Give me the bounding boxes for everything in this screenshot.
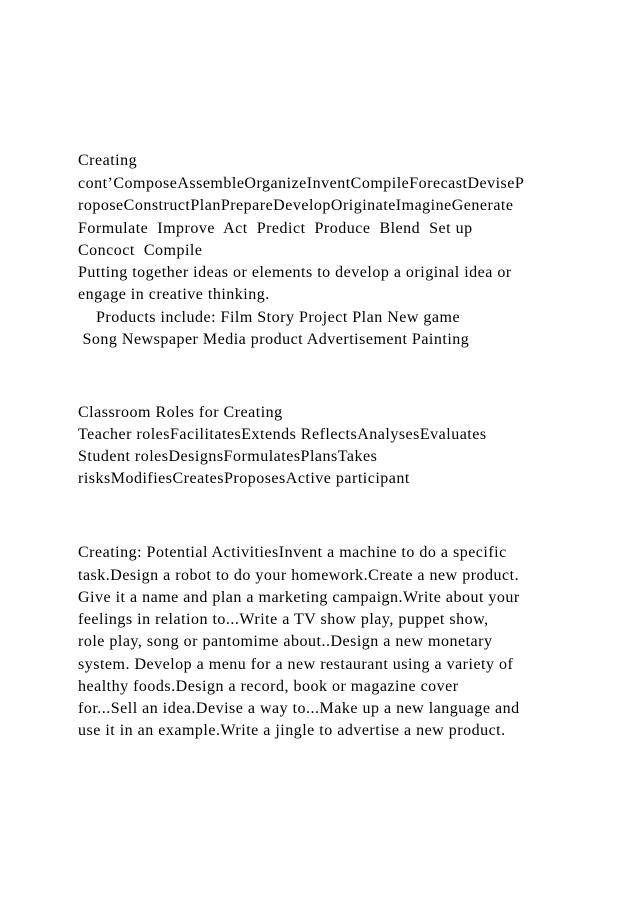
text-line: for...Sell an idea.Devise a way to...Make up a new language and <box>78 700 520 717</box>
text-line: risksModifiesCreatesProposesActive participant <box>78 470 410 487</box>
text-line: Give it a name and plan a marketing campaign.Write about your <box>78 589 520 606</box>
text-line: Putting together ideas or elements to develop a original idea or <box>78 264 512 281</box>
text-line: Products include: Film Story Project Plan New game <box>78 309 461 326</box>
text-line: use it in an example.Write a jingle to advertise a new product. <box>78 722 506 739</box>
text-line: engage in creative thinking. <box>78 286 270 303</box>
text-line: Song Newspaper Media product Advertisement Painting <box>78 331 470 348</box>
text-line: Teacher rolesFacilitatesExtends ReflectsAnalysesEvaluates <box>78 426 487 443</box>
text-line: cont’ComposeAssembleOrganizeInventCompileForecastDeviseP <box>78 175 525 192</box>
section-heading-potential-activities: Creating: Potential ActivitiesInvent a machine to do a specific <box>78 544 507 561</box>
section-heading-classroom-roles: Classroom Roles for Creating <box>78 404 283 421</box>
text-line: task.Design a robot to do your homework.Create a new product. <box>78 567 520 584</box>
text-line: system. Develop a menu for a new restaurant using a variety of <box>78 656 514 673</box>
text-line: healthy foods.Design a record, book or magazine cover <box>78 678 459 695</box>
section-heading-creating: Creating <box>78 152 138 169</box>
text-line: Formulate Improve Act Predict Produce Blend Set up <box>78 220 473 237</box>
text-line: role play, song or pantomime about..Design a new monetary <box>78 633 493 650</box>
text-line: roposeConstructPlanPrepareDevelopOriginateImagineGenerate <box>78 197 514 214</box>
text-line: feelings in relation to...Write a TV show play, puppet show, <box>78 611 489 628</box>
text-line: Concoct Compile <box>78 242 203 259</box>
text-line: Student rolesDesignsFormulatesPlansTakes <box>78 448 378 465</box>
